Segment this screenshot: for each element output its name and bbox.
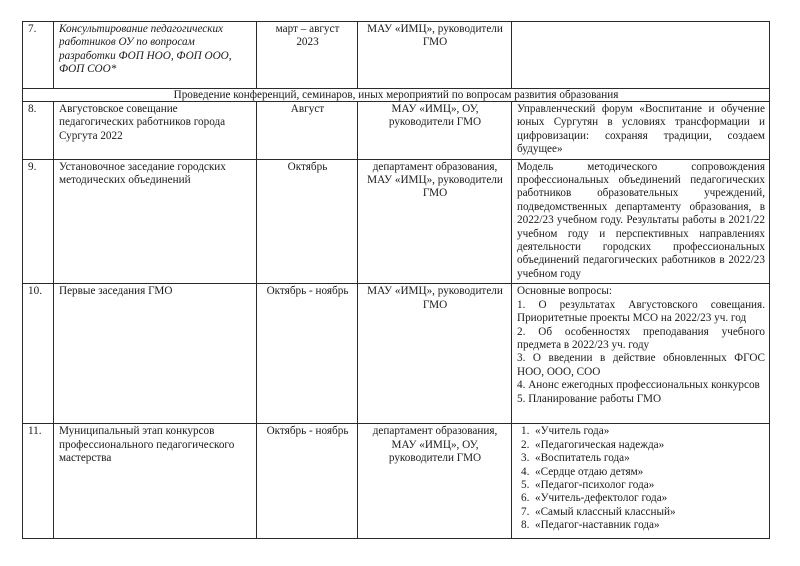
contest-item: 1. «Учитель года» [521, 425, 610, 438]
responsible-line: МАУ «ИМЦ», руководители [367, 174, 503, 187]
result-cell [512, 284, 770, 424]
contest-item: 8. «Педагог-наставник года» [521, 519, 660, 532]
responsible-line: ГМО [422, 298, 448, 311]
responsible-line: руководители ГМО [388, 116, 482, 129]
event-line: Установочное заседание городских [59, 160, 226, 173]
event-line: педагогических работников города [59, 116, 226, 129]
date-cell [257, 22, 358, 89]
event-cell [54, 159, 257, 284]
agenda-item: 5. Планирование работы ГМО [517, 392, 662, 405]
responsible-line: департамент образования, [372, 160, 498, 173]
event-line: мастерства [59, 452, 112, 465]
responsible-cell [358, 424, 512, 539]
date-line: март – август [275, 23, 340, 35]
agenda-item: 4. Анонс ежегодных профессиональных конкурсов [517, 379, 760, 392]
event-line: профессионального педагогического [59, 438, 235, 451]
result-cell [512, 424, 770, 539]
event-line: Сургута 2022 [59, 129, 123, 142]
event-line: Августовское совещание [59, 103, 178, 115]
agenda-item: 3. О введении в действие обновленных ФГОС НОО, ООО, СОО [517, 352, 765, 378]
date-cell: Октябрь [257, 159, 358, 284]
event-cell [54, 22, 257, 89]
responsible-line: руководители ГМО [388, 452, 482, 465]
responsible-cell [358, 284, 512, 424]
row-number: 9. [23, 159, 54, 284]
responsible-cell [358, 102, 512, 160]
table-row [23, 424, 770, 539]
responsible-cell [358, 22, 512, 89]
table-row [23, 284, 770, 424]
contest-item: 6. «Учитель-дефектолог года» [521, 492, 668, 505]
event-line: разработки ФОП НОО, ФОП ООО, [59, 49, 232, 62]
date-cell: Август [257, 102, 358, 160]
events-plan-table [22, 21, 770, 539]
event-line: ФОП СОО* [59, 63, 117, 76]
row-number: 7. [23, 22, 54, 89]
result-cell: Модель методического сопровождения профессиональных объединений педагогических работников образовательных учреждений, подведомственных департаменту образования, в 2022/23 учебном году. Результаты работы в 2021/22 учебном году и перспективных направлениях деятельности городских профессиональных объединений педагогических работников в 2022/23 учебном году [512, 159, 770, 284]
responsible-line: департамент образования, [372, 425, 498, 438]
row-number: 10. [23, 284, 54, 424]
agenda-heading: Основные вопросы: [517, 285, 613, 298]
result-cell [512, 22, 770, 89]
event-line: методических объединений [59, 174, 191, 187]
contest-item: 3. «Воспитатель года» [521, 452, 630, 465]
responsible-line: МАУ «ИМЦ», ОУ, [391, 103, 479, 115]
contest-item: 2. «Педагогическая надежда» [521, 438, 665, 451]
event-cell [54, 102, 257, 160]
responsible-line: МАУ «ИМЦ», руководители [367, 285, 503, 298]
responsible-line: МАУ «ИМЦ», руководители [367, 23, 503, 35]
result-cell: Управленческий форум «Воспитание и обучение юных Сургутян в условиях трансформации и цифровизации: сохраняя традиции, создаем будущее» [512, 102, 770, 160]
contests-list [517, 425, 765, 532]
event-line: Муниципальный этап конкурсов [59, 425, 215, 438]
contest-item: 5. «Педагог-психолог года» [521, 478, 655, 491]
date-cell: Октябрь - ноябрь [257, 424, 358, 539]
event-line: работников ОУ по вопросам [59, 36, 195, 49]
row-number: 11. [23, 424, 54, 539]
date-cell: Октябрь - ноябрь [257, 284, 358, 424]
responsible-line: МАУ «ИМЦ», ОУ, [391, 438, 479, 451]
section-header-row [23, 89, 770, 102]
row-number: 8. [23, 102, 54, 160]
date-line: 2023 [296, 36, 319, 49]
responsible-line: ГМО [422, 187, 448, 200]
agenda-item: 1. О результатах Августовского совещания. Приоритетные проекты МСО на 2022/23 уч. год [517, 298, 765, 325]
table-row [23, 102, 770, 160]
responsible-line: ГМО [422, 36, 448, 49]
responsible-cell [358, 159, 512, 284]
agenda-item: 2. Об особенностях преподавания учебного предмета в 2022/23 уч. году [517, 325, 765, 351]
event-line: Консультирование педагогических [59, 23, 224, 35]
contest-item: 7. «Самый классный классный» [521, 505, 676, 518]
event-cell: Первые заседания ГМО [54, 284, 257, 424]
event-cell [54, 424, 257, 539]
table-row [23, 22, 770, 89]
contest-item: 4. «Сердце отдаю детям» [521, 465, 644, 478]
table-row [23, 159, 770, 284]
section-title: Проведение конференций, семинаров, иных мероприятий по вопросам развития образования [23, 89, 770, 102]
